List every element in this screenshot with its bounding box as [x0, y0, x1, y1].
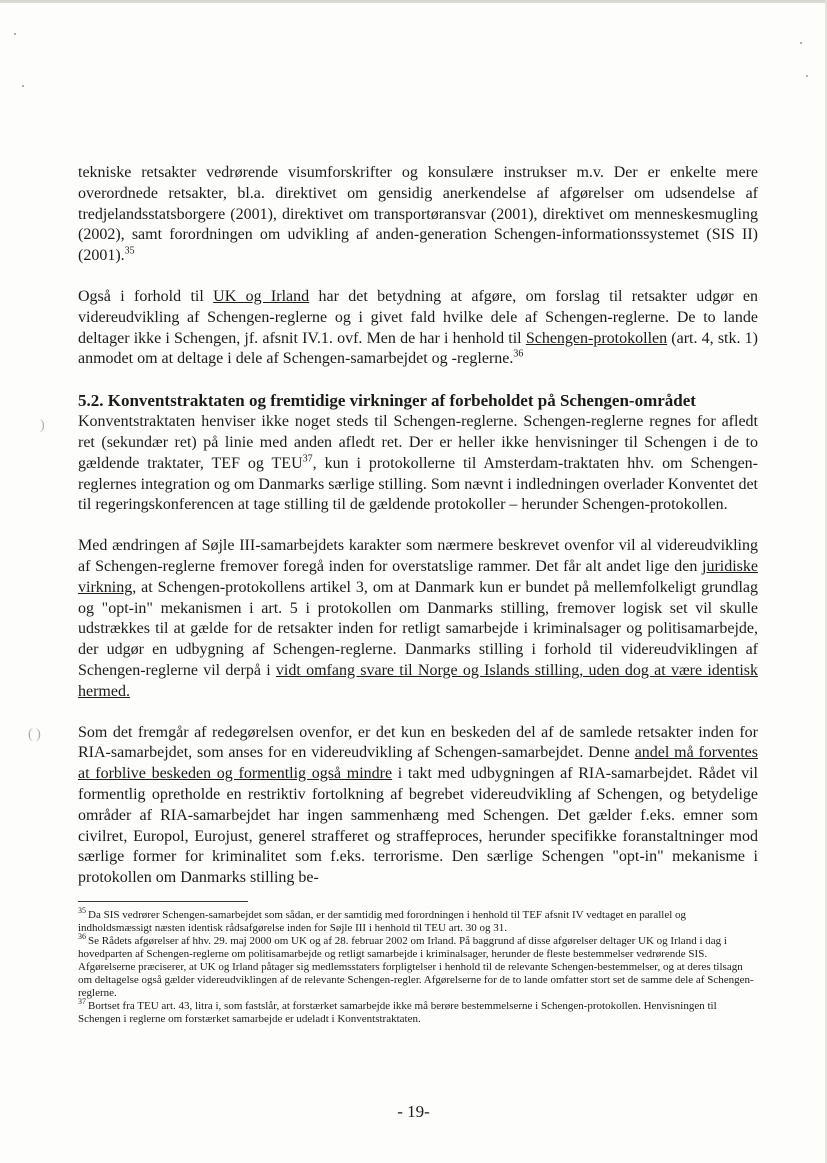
underlined-text: UK og Irland — [213, 287, 310, 305]
paragraph-text: Også i forhold til — [78, 287, 214, 305]
paragraph-uk-ireland — [78, 287, 758, 370]
footnote-ref: 36 — [513, 349, 524, 361]
paragraph-text: , kun i protokollerne til Amsterdam-traktaten hhv. om Schengen-reglernes integration og om Danmarks særlige stilling. Som nævnt i indledningen overlader Konventet det til regeringskonferencen at tage stilling til de gældende protokoller – herunder Schengen-protokollen. — [78, 454, 758, 514]
footnote-text: Se Rådets afgørelser af hhv. 29. maj 2000 om UK og af 28. februar 2002 om Irland. På baggrund af disse afgørelser deltager UK og Irland i dag i hovedparten af Schengen-reglerne om politisamarbejde og retligt samarbejde i kriminalsager, herunder de fleste bestemmelser vedrørende SIS. Afgørelserne præciserer, at UK og Irland påtager sig medlemsstaters forpligtelser i henhold til de relevante Schengen-bestemmelser, og at deres tilsagn om deltagelse også gælder videreudviklingen af de relevante Schengen-regler. Afgørelserne for de to lande omfatter stort set de samme dele af Schengen-reglerne. — [78, 934, 754, 999]
paragraph-text: , at Schengen-protokollens artikel 3, om at Danmark kun er bundet på mellemfolkeligt grundlag og "opt-in" mekanismen i art. 5 i protokollen om Danmarks stilling, fremover logisk set vil skulle udstrækkes til at gælde for de retsakter inden for retligt samarbejde i kriminalsager og politisamarbejde, der udgør en udbygning af Schengen-reglerne. Danmarks stilling i forhold til videreudviklingen af Schengen-reglerne vil derpå i — [78, 578, 758, 679]
underlined-text: juridiske virkning — [78, 557, 758, 596]
paragraph-text: Som det fremgår af redegørelsen ovenfor, er det kun en beskeden del af de samlede retsakter inden for RIA-samarbejdet, som anses for en videreudvikling af Schengen-samarbejdet. Denne — [78, 723, 758, 762]
paragraph-text: Med ændringen af Søjle III-samarbejdets karakter som nærmere beskrevet ovenfor vil al videreudvikling af Schengen-reglerne fremover foregå inden for overstatslige rammer. Det får alt andet lige den — [78, 537, 758, 575]
footnote-35 — [78, 906, 758, 935]
paragraph-text: har det betydning at afgøre, om forslag til retsakter udgør en videreudvikling af Schengen-reglerne og i givet fald hvilke dele af Schengen-reglerne. De to lande deltager ikke i Schengen, jf. afsnit IV.1. ovf. Men de har i henhold til — [78, 287, 759, 347]
paragraph-text: tekniske retsakter vedrørende visumforskrifter og konsulære instrukser m.v. Der er enkelte mere overordnede retsakter, bl.a. direktivet om gensidig anerkendelse af afgørelser om udsendelse af tredjelandsstatsborgere (2001), direktivet om transportøransvar (2001), direktivet om menneskesmugling (2002), samt forordningen om udvikling af anden-generation Schengen-informationssystemet (SIS II) (2001). — [78, 164, 758, 265]
footnote-ref: 37 — [302, 453, 313, 465]
paragraph-convention-treaty — [78, 412, 758, 516]
footnote-36 — [78, 932, 758, 1000]
scan-speck — [806, 75, 808, 77]
scan-speck — [800, 42, 802, 44]
footnote-number: 36 — [78, 932, 86, 942]
scan-speck — [22, 85, 24, 87]
footnote-ref: 35 — [124, 245, 135, 257]
underlined-text: vidt omfang svare til Norge og Islands stilling, uden dog at være identisk hermed. — [78, 661, 758, 700]
paragraph-text: i takt med udbygningen af RIA-samarbejdet. Rådet vil formentlig opretholde en restriktiv fortolkning af begrebet videreudvikling af Schengen, og betydelige områder af RIA-samarbejdet har ingen sammenhæng med Schengen. Det gælder f.eks. emner som civilret, Europol, Eurojust, generel strafferet og straffeproces, herunder specifikke foranstaltninger mod særlige former for kriminalitet som f.eks. terrorisme. Den særlige Schengen "opt-in" mekanisme i protokollen om Danmarks stilling be- — [78, 765, 758, 887]
footnote-separator — [78, 901, 248, 902]
footnote-number: 37 — [78, 997, 86, 1007]
underlined-text: Schengen-protokollen — [525, 329, 668, 347]
page-number: - 19- — [397, 1102, 430, 1121]
footnote-37 — [78, 997, 758, 1026]
footnote-number: 35 — [78, 906, 86, 916]
margin-punch-mark: ( ) — [28, 727, 41, 742]
document-body — [78, 163, 758, 1026]
paragraph-pillar-three — [78, 536, 758, 702]
paragraph-ria-cooperation — [78, 723, 758, 889]
paragraph-visa-acts — [78, 163, 758, 267]
section-heading: 5.2. Konventstraktaten og fremtidige virkninger af forbeholdet på Schengen-området — [78, 391, 696, 411]
footnote-text: Bortset fra TEU art. 43, litra i, som fastslår, at forstærket samarbejde ikke må berøre bestemmelserne i Schengen-protokollen. Henvisningen til Schengen i reglerne om forstærket samarbejde er udeladt i Konventstraktaten. — [78, 999, 717, 1025]
paragraph-text: Konventstraktaten henviser ikke noget steds til Schengen-reglerne. Schengen-reglerne regnes for afledt ret (sekundær ret) på linie med anden afledt ret. Der er heller ikke henvisninger til Schengen i de to gældende traktater, TEF og TEU — [78, 413, 758, 472]
scan-border-top — [0, 0, 827, 3]
paragraph-text: (art. 4, stk. 1) anmodet om at deltage i dele af Schengen-samarbejdet og -reglerne. — [78, 329, 759, 368]
margin-punch-mark: ) — [40, 418, 45, 433]
scan-speck — [14, 33, 16, 35]
underlined-text: andel må forventes at forblive beskeden og formentlig også mindre — [78, 744, 759, 783]
footnote-text: Da SIS vedrører Schengen-samarbejdet som sådan, er der samtidig med forordningen i henhold til TEF afsnit IV vedtaget en parallel og indholdsmæssigt næsten identisk rådsafgørelse inden for Søjle III i henhold til TEU art. 30 og 31. — [78, 908, 687, 934]
